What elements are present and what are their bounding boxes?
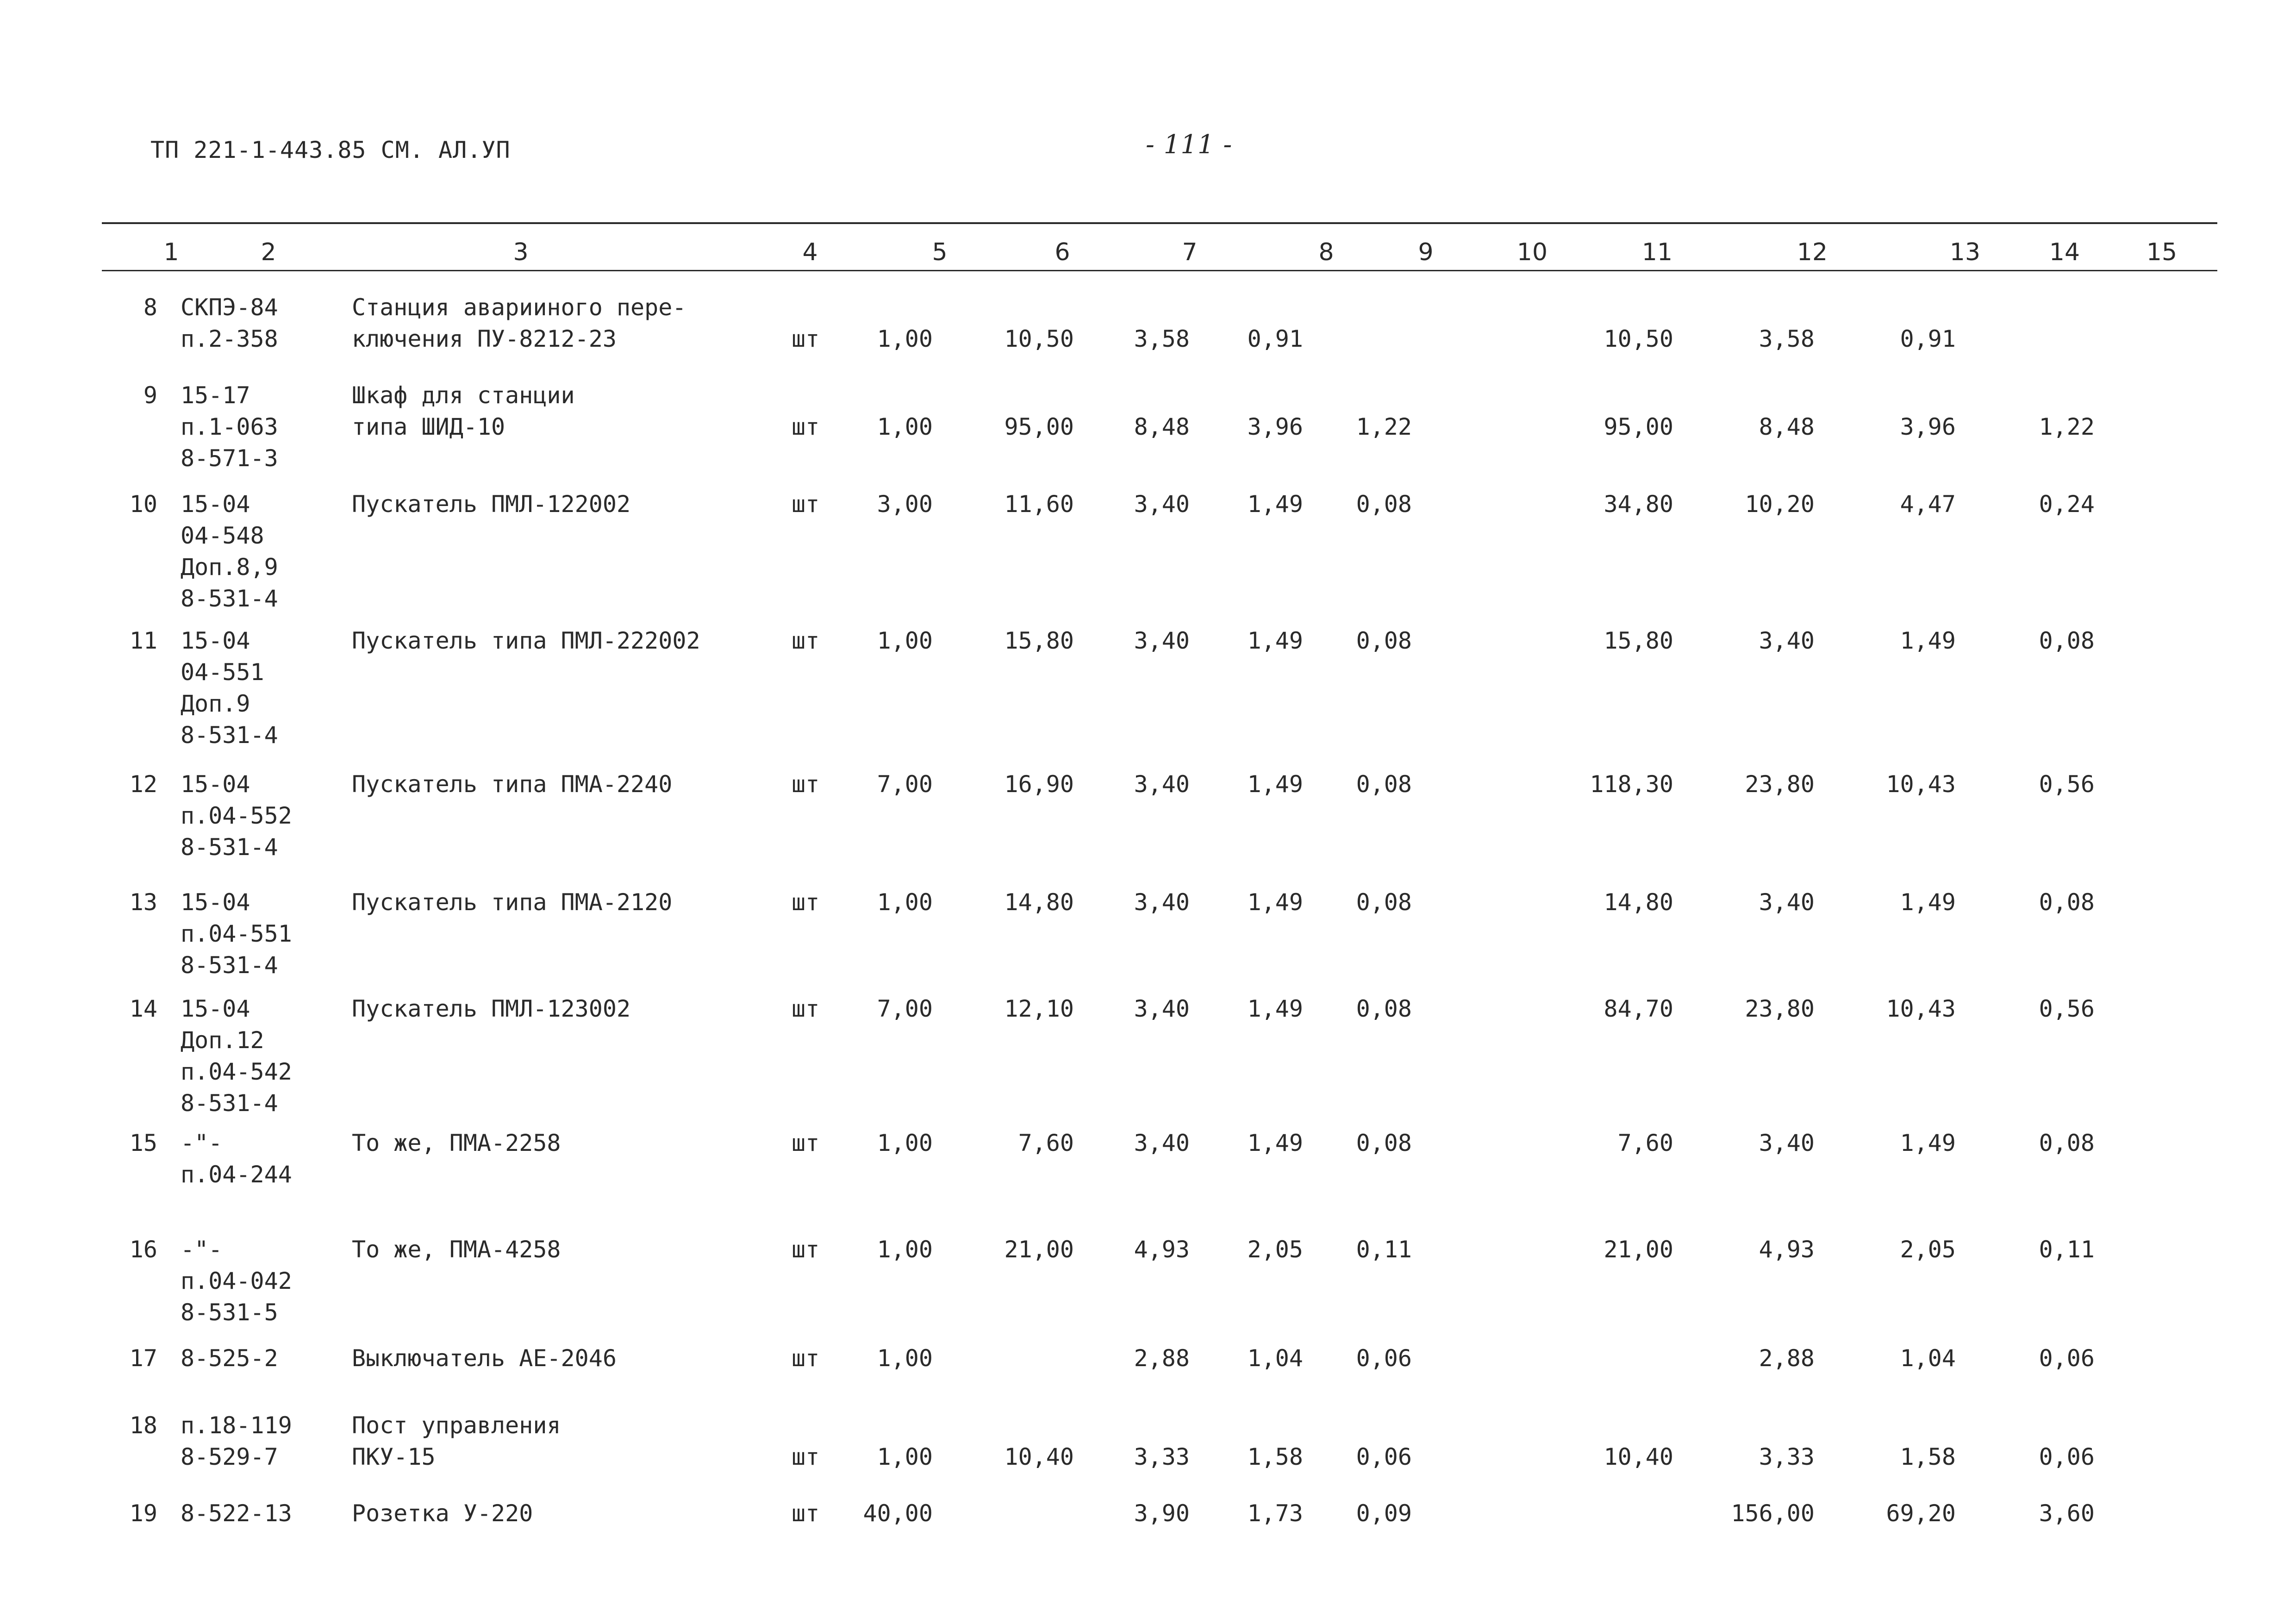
rate-code: 04-551	[181, 659, 264, 686]
table-header-rule	[102, 270, 2217, 271]
value-c7: 3,40	[1134, 771, 1190, 798]
value-c11: 21,00	[1603, 1236, 1673, 1263]
rate-code: п.04-244	[181, 1161, 292, 1188]
item-name: ПКУ-15	[352, 1443, 436, 1470]
rate-code: п.2-358	[181, 325, 278, 352]
item-name: То же, ПМА-2258	[352, 1130, 561, 1156]
value-c7: 3,33	[1134, 1443, 1190, 1470]
value-c14: 3,60	[2039, 1500, 2095, 1527]
rate-code: 8-531-4	[181, 1090, 278, 1117]
value-c12: 8,48	[1759, 413, 1815, 440]
row-number: 16	[129, 1236, 157, 1263]
value-c12: 3,40	[1759, 1130, 1815, 1156]
rate-code: п.04-542	[181, 1058, 292, 1085]
rate-code: Доп.9	[181, 690, 250, 717]
item-name: Шкаф для станции	[352, 382, 575, 409]
item-name: типа ШИД-10	[352, 413, 505, 440]
item-name: Пускатель типа ПМА-2240	[352, 771, 673, 798]
column-number: 2	[261, 238, 276, 266]
value-c6: 16,90	[1004, 771, 1074, 798]
item-name: Пускатель типа ПМЛ-222002	[352, 627, 700, 654]
row-number: 14	[129, 995, 157, 1022]
rate-code: 15-04	[181, 491, 250, 518]
column-number: 9	[1418, 238, 1434, 266]
rate-code: 8-531-4	[181, 834, 278, 861]
unit: шт	[792, 325, 820, 352]
rate-code: 8-531-5	[181, 1299, 278, 1326]
value-c12: 3,33	[1759, 1443, 1815, 1470]
unit: шт	[792, 1130, 820, 1156]
value-c14: 0,08	[2039, 889, 2095, 916]
value-c7: 8,48	[1134, 413, 1190, 440]
value-c13: 1,49	[1900, 627, 1956, 654]
rate-code: п.04-042	[181, 1268, 292, 1294]
value-c8: 0,91	[1247, 325, 1303, 352]
item-name: Пускатель ПМЛ-123002	[352, 995, 631, 1022]
rate-code: 15-04	[181, 627, 250, 654]
value-c14: 0,06	[2039, 1443, 2095, 1470]
rate-code: Доп.8,9	[181, 554, 278, 581]
value-c7: 2,88	[1134, 1345, 1190, 1372]
value-c14: 0,56	[2039, 995, 2095, 1022]
rate-code: 8-531-4	[181, 952, 278, 979]
value-c14: 1,22	[2039, 413, 2095, 440]
value-c8: 2,05	[1247, 1236, 1303, 1263]
rate-code: 04-548	[181, 522, 264, 549]
value-c11: 15,80	[1603, 627, 1673, 654]
value-c7: 3,40	[1134, 491, 1190, 518]
row-number: 12	[129, 771, 157, 798]
value-c9: 0,06	[1356, 1443, 1412, 1470]
rate-code: 8-522-13	[181, 1500, 292, 1527]
value-c9: 1,22	[1356, 413, 1412, 440]
row-number: 15	[129, 1130, 157, 1156]
value-c6: 95,00	[1004, 413, 1074, 440]
column-number: 13	[1949, 238, 1981, 266]
value-c13: 1,49	[1900, 889, 1956, 916]
rate-code: 15-17	[181, 382, 250, 409]
rate-code: 15-04	[181, 771, 250, 798]
value-c7: 3,58	[1134, 325, 1190, 352]
value-c5: 40,00	[863, 1500, 933, 1527]
value-c12: 23,80	[1745, 995, 1815, 1022]
value-c12: 156,00	[1731, 1500, 1815, 1527]
value-c5: 1,00	[877, 1443, 933, 1470]
rate-code: -"-	[181, 1130, 223, 1156]
unit: шт	[792, 771, 820, 798]
value-c14: 0,11	[2039, 1236, 2095, 1263]
column-number: 6	[1054, 238, 1070, 266]
value-c13: 10,43	[1886, 995, 1956, 1022]
value-c11: 10,50	[1603, 325, 1673, 352]
page-number: - 111 -	[1146, 130, 1233, 160]
unit: шт	[792, 1443, 820, 1470]
rate-code: п.04-551	[181, 920, 292, 947]
rate-code: 15-04	[181, 889, 250, 916]
value-c12: 3,58	[1759, 325, 1815, 352]
value-c7: 3,40	[1134, 1130, 1190, 1156]
rate-code: п.04-552	[181, 802, 292, 829]
column-number: 11	[1641, 238, 1673, 266]
unit: шт	[792, 995, 820, 1022]
value-c12: 4,93	[1759, 1236, 1815, 1263]
item-name: Станция аварииного пере-	[352, 294, 686, 321]
value-c8: 1,49	[1247, 491, 1303, 518]
column-number: 7	[1182, 238, 1198, 266]
value-c9: 0,06	[1356, 1345, 1412, 1372]
row-number: 13	[129, 889, 157, 916]
value-c5: 7,00	[877, 995, 933, 1022]
value-c12: 3,40	[1759, 627, 1815, 654]
value-c6: 14,80	[1004, 889, 1074, 916]
table-top-rule	[102, 222, 2217, 224]
rate-code: 8-531-4	[181, 585, 278, 612]
value-c13: 10,43	[1886, 771, 1956, 798]
value-c9: 0,08	[1356, 1130, 1412, 1156]
unit: шт	[792, 413, 820, 440]
value-c5: 1,00	[877, 1130, 933, 1156]
rate-code: 8-525-2	[181, 1345, 278, 1372]
value-c12: 2,88	[1759, 1345, 1815, 1372]
value-c11: 7,60	[1617, 1130, 1673, 1156]
rate-code: 8-529-7	[181, 1443, 278, 1470]
value-c5: 7,00	[877, 771, 933, 798]
value-c7: 3,40	[1134, 889, 1190, 916]
value-c13: 4,47	[1900, 491, 1956, 518]
unit: шт	[792, 889, 820, 916]
item-name: Пост управления	[352, 1412, 561, 1439]
value-c6: 12,10	[1004, 995, 1074, 1022]
unit: шт	[792, 491, 820, 518]
value-c5: 3,00	[877, 491, 933, 518]
column-number: 15	[2146, 238, 2177, 266]
column-number: 3	[513, 238, 529, 266]
row-number: 11	[129, 627, 157, 654]
value-c9: 0,08	[1356, 995, 1412, 1022]
unit: шт	[792, 1500, 820, 1527]
value-c8: 1,49	[1247, 771, 1303, 798]
value-c8: 1,73	[1247, 1500, 1303, 1527]
column-number: 4	[802, 238, 818, 266]
value-c5: 1,00	[877, 1345, 933, 1372]
value-c8: 1,49	[1247, 995, 1303, 1022]
item-name: Розетка У-220	[352, 1500, 533, 1527]
value-c9: 0,08	[1356, 889, 1412, 916]
value-c7: 4,93	[1134, 1236, 1190, 1263]
row-number: 8	[143, 294, 157, 321]
value-c14: 0,08	[2039, 1130, 2095, 1156]
unit: шт	[792, 627, 820, 654]
unit: шт	[792, 1345, 820, 1372]
rate-code: 15-04	[181, 995, 250, 1022]
rate-code: СКПЭ-84	[181, 294, 278, 321]
value-c11: 118,30	[1590, 771, 1673, 798]
column-number: 5	[932, 238, 948, 266]
rate-code: 8-531-4	[181, 722, 278, 749]
value-c9: 0,08	[1356, 627, 1412, 654]
value-c9: 0,08	[1356, 771, 1412, 798]
value-c11: 14,80	[1603, 889, 1673, 916]
rate-code: Доп.12	[181, 1027, 264, 1054]
value-c5: 1,00	[877, 889, 933, 916]
value-c11: 34,80	[1603, 491, 1673, 518]
value-c6: 7,60	[1018, 1130, 1074, 1156]
column-number: 14	[2049, 238, 2080, 266]
item-name: Пускатель ПМЛ-122002	[352, 491, 631, 518]
value-c7: 3,40	[1134, 627, 1190, 654]
value-c8: 1,49	[1247, 889, 1303, 916]
value-c6: 15,80	[1004, 627, 1074, 654]
value-c12: 3,40	[1759, 889, 1815, 916]
row-number: 9	[143, 382, 157, 409]
value-c8: 1,49	[1247, 1130, 1303, 1156]
column-number: 10	[1516, 238, 1548, 266]
value-c13: 3,96	[1900, 413, 1956, 440]
value-c14: 0,56	[2039, 771, 2095, 798]
rate-code: п.18-119	[181, 1412, 292, 1439]
value-c7: 3,40	[1134, 995, 1190, 1022]
value-c5: 1,00	[877, 627, 933, 654]
value-c9: 0,11	[1356, 1236, 1412, 1263]
value-c8: 3,96	[1247, 413, 1303, 440]
row-number: 19	[129, 1500, 157, 1527]
value-c13: 69,20	[1886, 1500, 1956, 1527]
value-c12: 23,80	[1745, 771, 1815, 798]
value-c13: 1,49	[1900, 1130, 1956, 1156]
rate-code: -"-	[181, 1236, 223, 1263]
unit: шт	[792, 1236, 820, 1263]
column-number: 8	[1318, 238, 1334, 266]
value-c13: 1,04	[1900, 1345, 1956, 1372]
value-c9: 0,09	[1356, 1500, 1412, 1527]
item-name: Пускатель типа ПМА-2120	[352, 889, 673, 916]
value-c11: 95,00	[1603, 413, 1673, 440]
value-c11: 10,40	[1603, 1443, 1673, 1470]
column-number: 12	[1797, 238, 1828, 266]
value-c13: 2,05	[1900, 1236, 1956, 1263]
row-number: 10	[129, 491, 157, 518]
item-name: То же, ПМА-4258	[352, 1236, 561, 1263]
value-c6: 21,00	[1004, 1236, 1074, 1263]
value-c8: 1,04	[1247, 1345, 1303, 1372]
value-c7: 3,90	[1134, 1500, 1190, 1527]
value-c6: 10,50	[1004, 325, 1074, 352]
value-c14: 0,06	[2039, 1345, 2095, 1372]
value-c14: 0,24	[2039, 491, 2095, 518]
item-name: ключения ПУ-8212-23	[352, 325, 617, 352]
value-c5: 1,00	[877, 413, 933, 440]
value-c13: 1,58	[1900, 1443, 1956, 1470]
value-c9: 0,08	[1356, 491, 1412, 518]
row-number: 18	[129, 1412, 157, 1439]
document-code: ТП 221-1-443.85 СМ. АЛ.УП	[150, 137, 511, 163]
value-c12: 10,20	[1745, 491, 1815, 518]
value-c5: 1,00	[877, 1236, 933, 1263]
value-c5: 1,00	[877, 325, 933, 352]
value-c14: 0,08	[2039, 627, 2095, 654]
item-name: Выключатель АЕ-2046	[352, 1345, 617, 1372]
rate-code: 8-571-3	[181, 445, 278, 472]
rate-code: п.1-063	[181, 413, 278, 440]
value-c11: 84,70	[1603, 995, 1673, 1022]
value-c13: 0,91	[1900, 325, 1956, 352]
value-c8: 1,49	[1247, 627, 1303, 654]
value-c8: 1,58	[1247, 1443, 1303, 1470]
row-number: 17	[129, 1345, 157, 1372]
column-number: 1	[163, 238, 179, 266]
value-c6: 11,60	[1004, 491, 1074, 518]
value-c6: 10,40	[1004, 1443, 1074, 1470]
